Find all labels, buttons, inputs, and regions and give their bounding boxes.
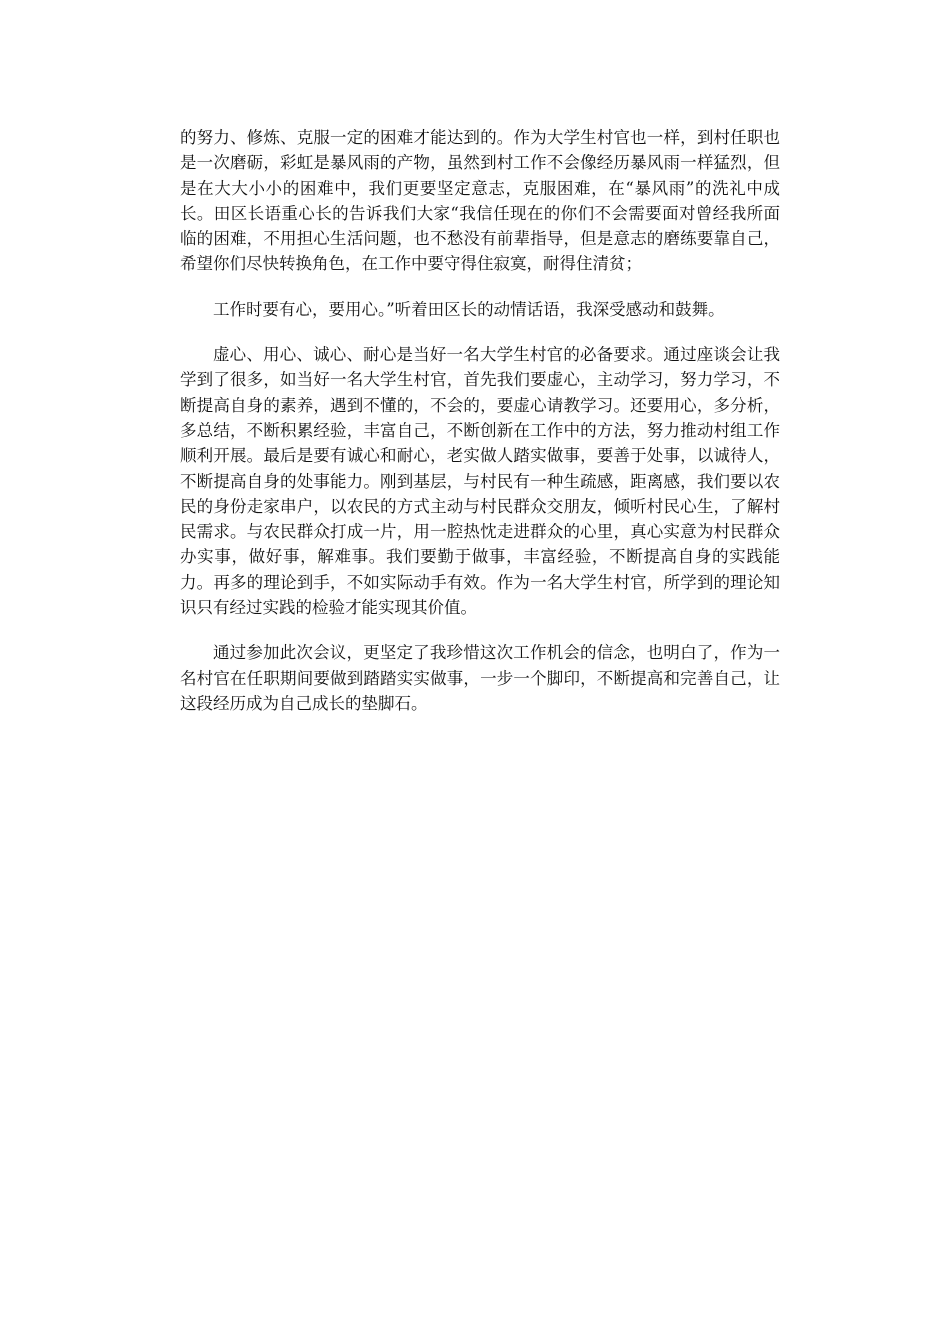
paragraph-2: 工作时要有心，要用心。”听着田区长的动情话语，我深受感动和鼓舞。 (213, 299, 725, 319)
paragraph-1: 的努力、修炼、克服一定的困难才能达到的。作为大学生村官也一样，到村任职也是一次磨砺，彩虹是暴风雨的产物，虽然到村工作不会像经历暴风雨一样猛烈，但是在大大小小的困难中，我们更要坚定意志，克服困难，在“暴风雨”的洗礼中成长。田区长语重心长的告诉我们大家“我信任现在的你们不会需要面对曾经我所面临的困难，不用担心生活问题，也不愁没有前辈指导，但是意志的磨练要靠自己，希望你们尽快转换角色，在工作中要守得住寂寞，耐得住清贫； (180, 128, 780, 274)
document-body (180, 125, 780, 736)
paragraph-4: 通过参加此次会议，更坚定了我珍惜这次工作机会的信念，也明白了，作为一名村官在任职期间要做到踏踏实实做事，一步一个脚印，不断提高和完善自己，让这段经历成为自己成长的垫脚石。 (180, 643, 780, 713)
paragraph-3: 虚心、用心、诚心、耐心是当好一名大学生村官的必备要求。通过座谈会让我学到了很多，如当好一名大学生村官，首先我们要虚心，主动学习，努力学习，不断提高自身的素养，遇到不懂的，不会的，要虚心请教学习。还要用心，多分析，多总结，不断积累经验，丰富自己，不断创新在工作中的方法，努力推动村组工作顺利开展。最后是要有诚心和耐心，老实做人踏实做事，要善于处事，以诚待人，不断提高自身的处事能力。刚到基层，与村民有一种生疏感，距离感，我们要以农民的身份走家串户，以农民的方式主动与村民群众交朋友，倾听村民心生，了解村民需求。与农民群众打成一片，用一腔热忱走进群众的心里，真心实意为村民群众办实事，做好事，解难事。我们要勤于做事，丰富经验，不断提高自身的实践能力。再多的理论到手，不如实际动手有效。作为一名大学生村官，所学到的理论知识只有经过实践的检验才能实现其价值。 (180, 345, 780, 618)
